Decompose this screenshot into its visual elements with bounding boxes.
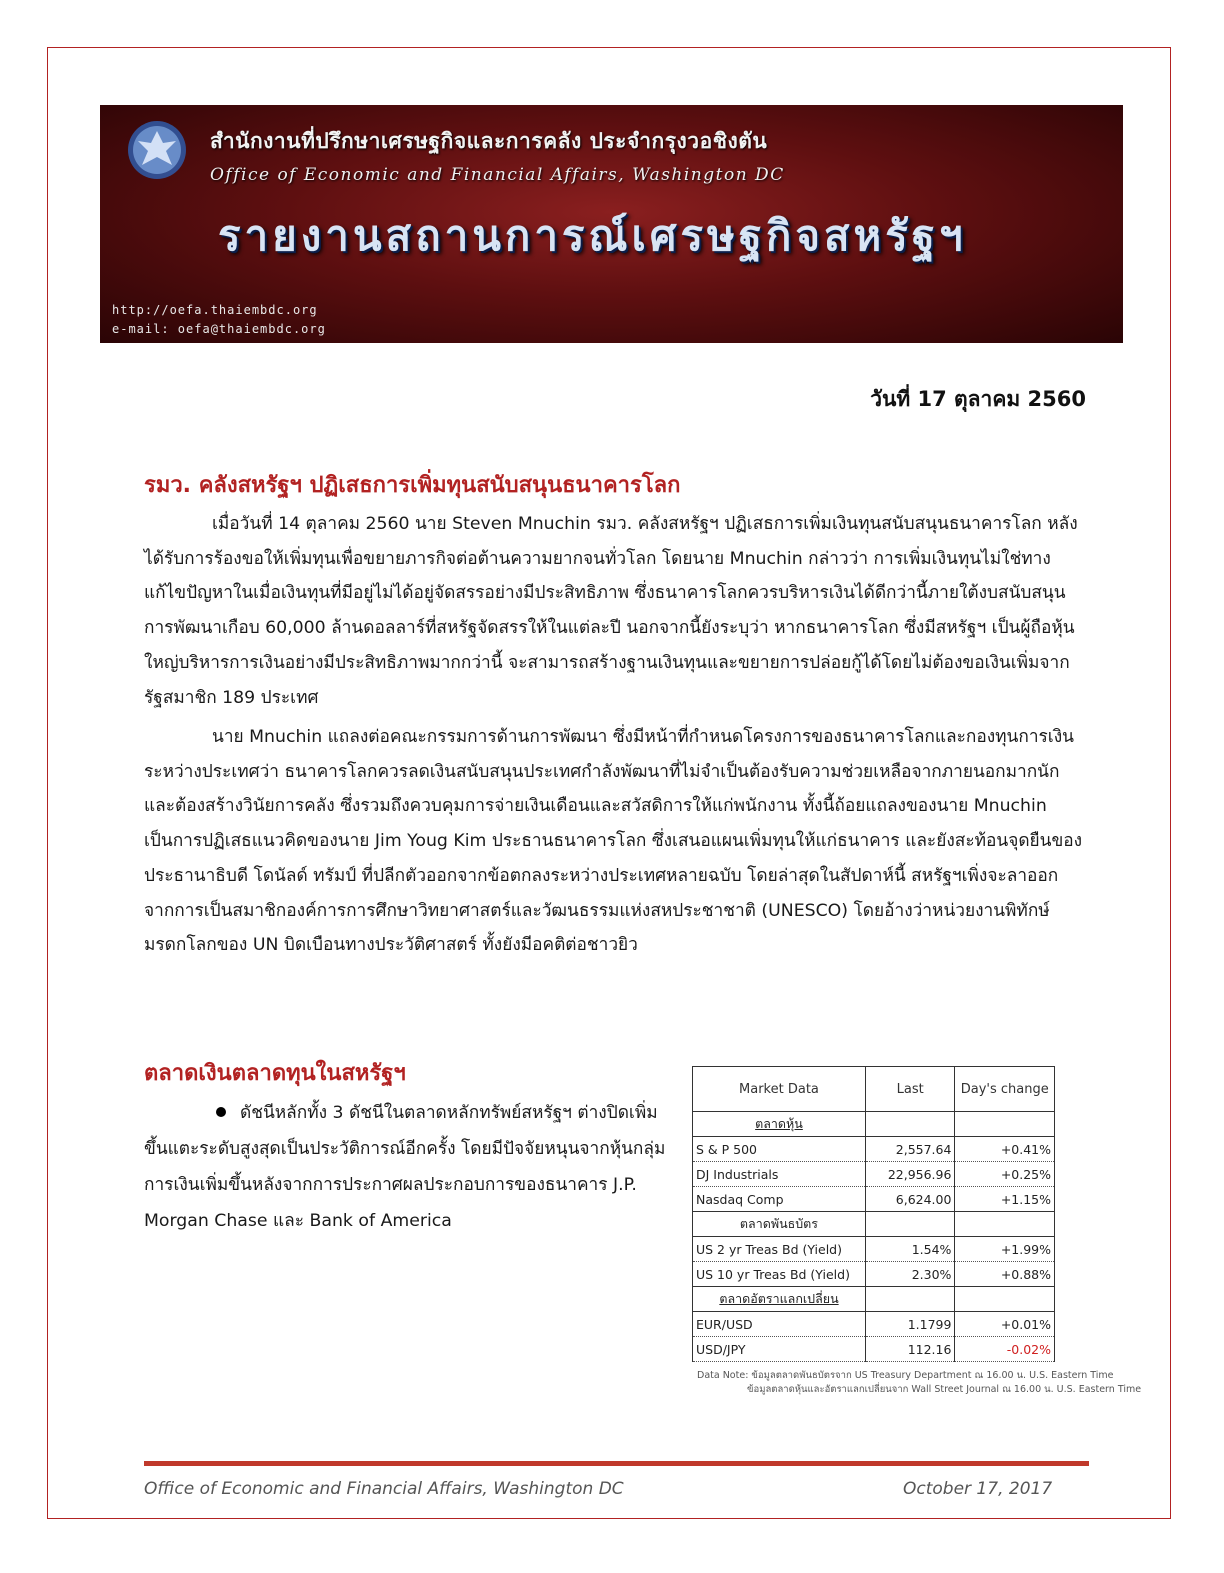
section-label-fx: ตลาดอัตราแลกเปลี่ยน xyxy=(719,1291,839,1306)
section-label-stocks: ตลาดหุ้น xyxy=(755,1116,803,1131)
row-change: +0.25% xyxy=(955,1162,1055,1187)
table-header-row xyxy=(693,1067,1055,1112)
table-row xyxy=(693,1137,1055,1162)
table-row xyxy=(693,1337,1055,1362)
market-data-table xyxy=(692,1066,1055,1362)
footer-org: Office of Economic and Financial Affairs, Washington DC xyxy=(144,1479,624,1499)
report-date: วันที่ 17 ตุลาคม 2560 xyxy=(870,387,1086,411)
section-row-fx xyxy=(693,1287,1055,1312)
paragraph-2-text: นาย Mnuchin แถลงต่อคณะกรรมการด้านการพัฒนา ซึ่งมีหน้าที่กำหนดโครงการของธนาคารโลกและกองทุนการเงินระหว่างประเทศว่า ธนาคารโลกควรลดเงินสนับสนุนประเทศกำลังพัฒนาที่ไม่จำเป็นต้องรับความช่วยเหลือจากภายนอกมากนัก และต้องสร้างวินัยการคลัง ซึ่งรวมถึงควบคุมการจ่ายเงินเดือนและสวัสดิการให้แก่พนักงาน ทั้งนี้ถ้อยแถลงของนาย Mnuchin เป็นการปฏิเสธแนวคิดของนาย Jim Youg Kim ประธานธนาคารโลก ซึ่งเสนอแผนเพิ่มทุนให้แก่ธนาคาร และยังสะท้อนจุดยืนของประธานาธิบดี โดนัลด์ ทรัมป์ ที่ปลีกตัวออกจากข้อตกลงระหว่างประเทศหลายฉบับ โดยล่าสุดในสัปดาห์นี้ สหรัฐฯเพิ่งจะลาออกจากการเป็นสมาชิกองค์การการศึกษาวิทยาศาสตร์และวัฒนธรรมแห่งสหประชาชาติ (UNESCO) โดยอ้างว่าหน่วยงานพิทักษ์มรดกโลกของ UN บิดเบือนทางประวัติศาสตร์ ทั้งยังมีอคติต่อชาวยิว xyxy=(144,727,1083,956)
row-last: 1.54% xyxy=(865,1237,954,1262)
row-last: 1.1799 xyxy=(865,1312,954,1337)
table-row xyxy=(693,1237,1055,1262)
garuda-seal-icon xyxy=(126,119,188,181)
section-heading-world-bank: รมว. คลังสหรัฐฯ ปฏิเสธการเพิ่มทุนสนับสนุนธนาคารโลก xyxy=(144,473,681,498)
row-change: +1.15% xyxy=(955,1187,1055,1212)
row-last: 6,624.00 xyxy=(865,1187,954,1212)
paragraph-1-text: เมื่อวันที่ 14 ตุลาคม 2560 นาย Steven Mnuchin รมว. คลังสหรัฐฯ ปฏิเสธการเพิ่มเงินทุนสนับสนุนธนาคารโลก หลังได้รับการร้องขอให้เพิ่มทุนเพื่อขยายภารกิจต่อต้านความยากจนทั่วโลก โดยนาย Mnuchin กล่าวว่า การเพิ่มเงินทุนไม่ใช่ทางแก้ไขปัญหาในเมื่อเงินทุนที่มีอยู่ไม่ได้อยู่จัดสรรอย่างมีประสิทธิภาพ ซึ่งธนาคารโลกควรบริหารเงินได้ดีกว่านี้ภายใต้งบสนับสนุนการพัฒนาเกือบ 60,000 ล้านดอลลาร์ที่สหรัฐจัดสรรให้ในแต่ละปี นอกจากนี้ยังระบุว่า หากธนาคารโลก ซึ่งมีสหรัฐฯ เป็นผู้ถือหุ้นใหญ่บริหารการเงินอย่างมีประสิทธิภาพมากกว่านี้ จะสามารถสร้างฐานเงินทุนและขยายการปล่อยกู้ได้โดยไม่ต้องขอเงินเพิ่มจากรัฐสมาชิก 189 ประเทศ xyxy=(144,514,1078,708)
row-name: US 10 yr Treas Bd (Yield) xyxy=(693,1262,866,1287)
report-title: รายงานสถานการณ์เศรษฐกิจสหรัฐฯ xyxy=(218,211,967,260)
website-url[interactable]: http://oefa.thaiembdc.org xyxy=(112,303,318,317)
row-last: 2.30% xyxy=(865,1262,954,1287)
section-row-stocks xyxy=(693,1112,1055,1137)
row-change: +0.41% xyxy=(955,1137,1055,1162)
row-change: +0.01% xyxy=(955,1312,1055,1337)
section-row-bonds xyxy=(693,1212,1055,1237)
header-market-data: Market Data xyxy=(693,1067,866,1112)
row-name: Nasdaq Comp xyxy=(693,1187,866,1212)
email-address[interactable]: e-mail: oefa@thaiembdc.org xyxy=(112,322,326,336)
row-last: 2,557.64 xyxy=(865,1137,954,1162)
row-name: DJ Industrials xyxy=(693,1162,866,1187)
market-bullet-text: ดัชนีหลักทั้ง 3 ดัชนีในตลาดหลักทรัพย์สหรัฐฯ ต่างปิดเพิ่มขึ้นแตะระดับสูงสุดเป็นประวัติการณ์อีกครั้ง โดยมีปัจจัยหนุนจากหุ้นกลุ่มการเงินเพิ่มขึ้นหลังจากการประกาศผลประกอบการของธนาคาร J.P. Morgan Chase และ Bank of America xyxy=(144,1103,666,1231)
data-note-1: Data Note: ข้อมูลตลาดพันธบัตรจาก US Treasury Department ณ 16.00 น. U.S. Eastern Time xyxy=(697,1370,1114,1381)
row-change-negative: -0.02% xyxy=(955,1337,1055,1362)
row-name: US 2 yr Treas Bd (Yield) xyxy=(693,1237,866,1262)
section-label-bonds: ตลาดพันธบัตร xyxy=(739,1216,819,1231)
data-notes xyxy=(697,1369,1141,1397)
paragraph-2 xyxy=(144,720,1084,963)
section-heading-markets: ตลาดเงินตลาดทุนในสหรัฐฯ xyxy=(144,1061,406,1086)
header-banner xyxy=(100,105,1123,343)
market-bullet xyxy=(144,1095,669,1239)
row-name: EUR/USD xyxy=(693,1312,866,1337)
data-note-2: ข้อมูลตลาดหุ้นและอัตราแลกเปลี่ยนจาก Wall Street Journal ณ 16.00 น. U.S. Eastern Time xyxy=(747,1384,1142,1395)
row-change: +0.88% xyxy=(955,1262,1055,1287)
row-name: S & P 500 xyxy=(693,1137,866,1162)
row-last: 112.16 xyxy=(865,1337,954,1362)
footer-divider xyxy=(144,1461,1089,1466)
paragraph-1 xyxy=(144,507,1084,715)
header-last: Last xyxy=(865,1067,954,1112)
table-row xyxy=(693,1187,1055,1212)
row-last: 22,956.96 xyxy=(865,1162,954,1187)
table-row xyxy=(693,1162,1055,1187)
row-name: USD/JPY xyxy=(693,1337,866,1362)
footer-date: October 17, 2017 xyxy=(903,1479,1053,1499)
org-name-english: Office of Economic and Financial Affairs, Washington DC xyxy=(210,165,785,185)
table-row xyxy=(693,1312,1055,1337)
table-row xyxy=(693,1262,1055,1287)
row-change: +1.99% xyxy=(955,1237,1055,1262)
bullet-icon xyxy=(216,1107,226,1117)
header-days-change: Day's change xyxy=(955,1067,1055,1112)
org-name-thai: สำนักงานที่ปรึกษาเศรษฐกิจและการคลัง ประจำกรุงวอชิงตัน xyxy=(210,129,768,153)
